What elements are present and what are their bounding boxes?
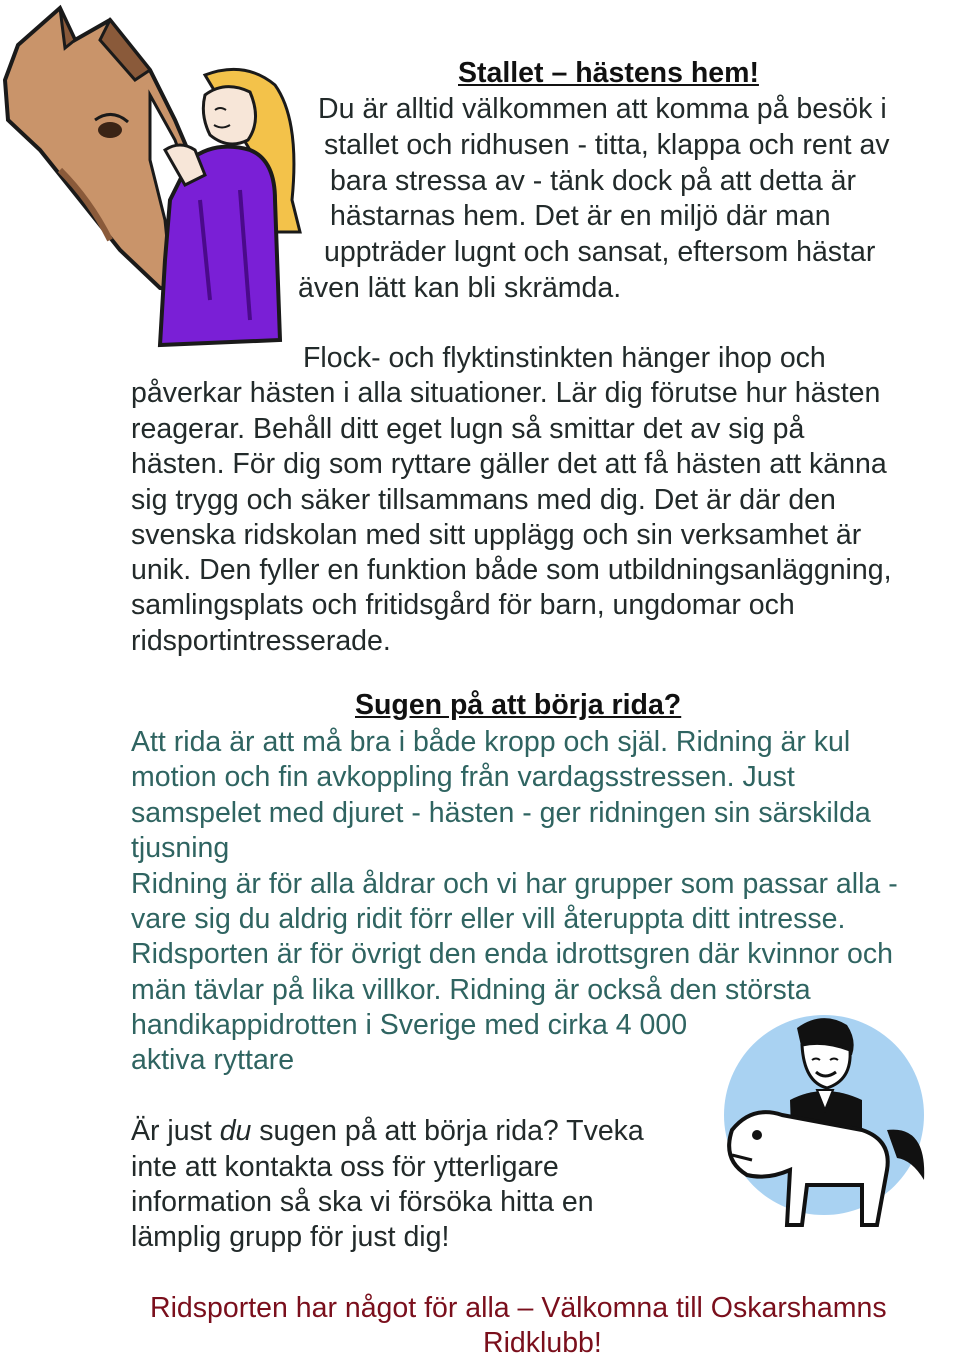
text-line: ridsportintresserade. — [131, 625, 391, 657]
text-line: sig trygg och säker tillsammans med dig. Det är där den — [131, 484, 836, 516]
section-title-sugen: Sugen på att börja rida? — [355, 689, 682, 721]
text-line: inte att kontakta oss för ytterligare — [131, 1151, 559, 1183]
text-line: Du är alltid välkommen att komma på besök i — [318, 93, 887, 125]
text-line: samlingsplats och fritidsgård för barn, ungdomar och — [131, 589, 795, 621]
girl-figure-icon — [160, 69, 300, 345]
text-line: tjusning — [131, 832, 230, 864]
footer-line-2: Ridklubb! — [483, 1327, 602, 1359]
text-line: även lätt kan bli skrämda. — [298, 272, 622, 304]
text-line: information så ska vi försöka hitta en — [131, 1186, 594, 1218]
text-line: Ridsporten är för övrigt den enda idrottsgren där kvinnor och — [131, 938, 893, 970]
text-line: uppträder lugnt och sansat, eftersom hästar — [324, 236, 876, 268]
emphasis-du: du — [219, 1115, 252, 1147]
text-line: unik. Den fyller en funktion både som utbildningsanläggning, — [131, 554, 892, 586]
text-line: reagerar. Behåll ditt eget lugn så smittar det av sig på — [131, 413, 805, 445]
text-segment: sugen på att börja rida? Tveka — [251, 1115, 644, 1147]
text-line: aktiva ryttare — [131, 1044, 295, 1076]
text-line: Att rida är att må bra i både kropp och själ. Ridning är kul — [131, 726, 851, 758]
text-line: bara stressa av - tänk dock på att detta är — [330, 165, 856, 197]
text-line: lämplig grupp för just dig! — [131, 1221, 450, 1253]
text-line: vare sig du aldrig ridit förr eller vill återuppta ditt intresse. — [131, 903, 846, 935]
section-title-stallet: Stallet – hästens hem! — [458, 57, 759, 89]
text-line: svenska ridskolan med sitt upplägg och sin verksamhet är — [131, 519, 862, 551]
text-line: motion och fin avkoppling från vardagsstressen. Just — [131, 761, 795, 793]
footer-line-1: Ridsporten har något för alla – Välkomna till Oskarshamns — [150, 1292, 887, 1324]
text-line — [131, 1113, 644, 1149]
text-line: hästen. För dig som ryttare gäller det att få hästen att känna — [131, 448, 887, 480]
text-line: handikappidrotten i Sverige med cirka 4 000 — [131, 1009, 688, 1041]
text-line: män tävlar på lika villkor. Ridning är också den största — [131, 974, 811, 1006]
text-line: samspelet med djuret - hästen - ger ridningen sin särskilda — [131, 797, 871, 829]
text-line: påverkar hästen i alla situationer. Lär dig förutse hur hästen — [131, 377, 881, 409]
rider-on-hobby-horse-illustration — [712, 1010, 932, 1235]
text-segment: Är just — [131, 1115, 220, 1147]
text-line: hästarnas hem. Det är en miljö där man — [330, 200, 831, 232]
text-line: Flock- och flyktinstinkten hänger ihop och — [303, 342, 826, 374]
text-line: Ridning är för alla åldrar och vi har grupper som passar alla - — [131, 868, 898, 900]
horse-and-girl-illustration — [0, 0, 310, 360]
text-line: stallet och ridhusen - titta, klappa och rent av — [324, 129, 890, 161]
